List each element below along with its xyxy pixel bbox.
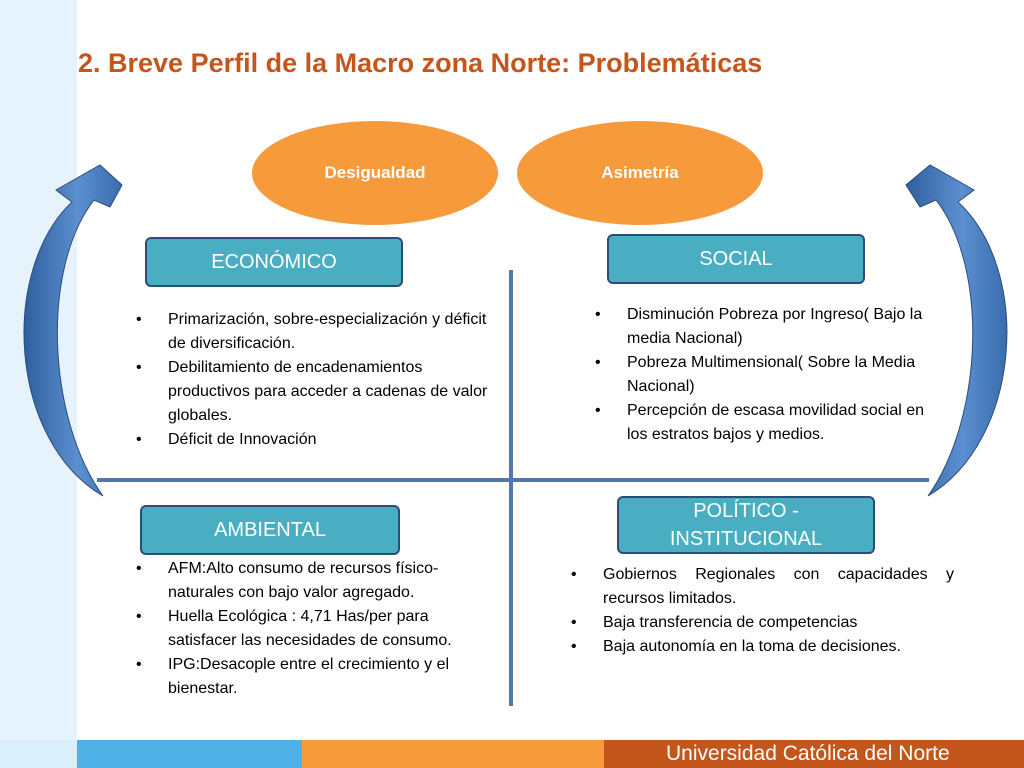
economico-bullet: • Primarización, sobre-especialización y déficit de diversificación.: [136, 308, 490, 356]
label-ambiental: [140, 505, 400, 555]
label-politico-line2: INSTITUCIONAL: [669, 528, 823, 550]
ellipse-asimetria: [517, 121, 763, 225]
label-ambiental-text: AMBIENTAL: [214, 519, 326, 541]
footer-band-light: [0, 740, 77, 768]
page-title: 2. Breve Perfil de la Macro zona Norte: Problemáticas: [78, 48, 763, 78]
label-social-text: SOCIAL: [699, 248, 773, 270]
social-bullet: • Disminución Pobreza por Ingreso( Bajo la media Nacional): [595, 303, 935, 351]
ambiental-bullet: • IPG:Desacople entre el crecimiento y el bienestar.: [136, 653, 456, 701]
social-bullet: • Percepción de escasa movilidad social en los estratos bajos y medios.: [595, 399, 935, 447]
label-politico-institucional: [617, 496, 875, 554]
ellipse-asimetria-label: Asimetría: [601, 163, 679, 182]
footer-band-orange: [302, 740, 604, 768]
ellipse-desigualdad-label: Desigualdad: [324, 163, 426, 182]
politico-bullet: • Baja transferencia de competencias: [571, 611, 954, 635]
economico-bullet: • Debilitamiento de encadenamientos productivos para acceder a cadenas de valor globales.: [136, 356, 490, 428]
ambiental-bullet: • Huella Ecológica : 4,71 Has/per para satisfacer las necesidades de consumo.: [136, 605, 456, 653]
footer-university-name: Universidad Católica del Norte: [666, 742, 950, 765]
politico-bullet: • Gobiernos Regionales con capacidades y recursos limitados.: [571, 563, 954, 611]
left-curved-arrow-icon: [24, 165, 122, 496]
economico-bullet-list: [136, 308, 490, 452]
label-economico: [145, 237, 403, 287]
social-bullet: • Pobreza Multimensional( Sobre la Media Nacional): [595, 351, 935, 399]
footer-band-blue: [77, 740, 302, 768]
label-politico-line1: POLÍTICO -: [693, 500, 799, 522]
ambiental-bullet: • AFM:Alto consumo de recursos físico-naturales con bajo valor agregado.: [136, 557, 456, 605]
social-bullet-list: [595, 303, 935, 447]
ambiental-bullet-list: [136, 557, 456, 701]
politico-bullet-list: [571, 563, 954, 659]
footer-university-band: [604, 740, 1024, 768]
vertical-axis: [509, 270, 513, 706]
horizontal-axis: [97, 478, 929, 482]
label-social: [607, 234, 865, 284]
label-economico-text: ECONÓMICO: [211, 251, 337, 273]
politico-bullet: • Baja autonomía en la toma de decisiones.: [571, 635, 954, 659]
economico-bullet: • Déficit de Innovación: [136, 428, 490, 452]
ellipse-desigualdad: [252, 121, 498, 225]
